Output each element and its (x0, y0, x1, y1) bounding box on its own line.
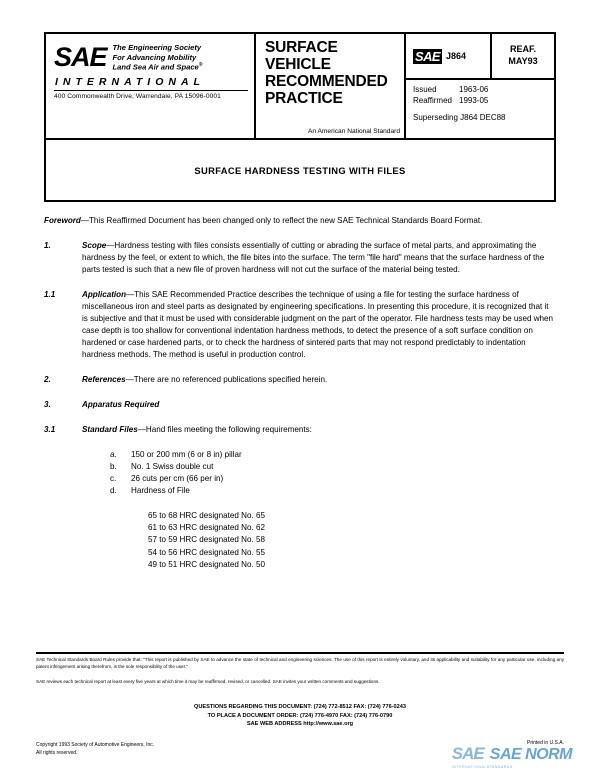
copyright-line-2: All rights reserved. (36, 749, 78, 756)
reaffirmed-row (413, 96, 554, 107)
page-title: SURFACE HARDNESS TESTING WITH FILES (194, 164, 406, 176)
sae-address: 400 Commonwealth Drive, Warrendale, PA 15096-0001 (54, 92, 221, 100)
section-apparatus (44, 399, 556, 411)
section-application-text: —This SAE Recommended Practice describes the technique of using a file for testing the surface hardness of miscellaneous iron and steel parts as designated by engineering specifications. In presenting this procedure, it is recognized that it is subjective and that it must be used with considerable judgment on the part of the operator. File hardness tests may be used when case depth is too shallow for conventional indentation hardness methods, to detect the presence of a soft surface condition on hardened or case hardened parts, or to check the hardness of sintered parts that may not respond predictably to indentation hardness methods. The method is useful in production control. (82, 289, 554, 359)
printed-in-note: Printed in U.S.A. (527, 740, 564, 746)
section-standard-files (44, 424, 556, 436)
section-standard-files-label: Standard Files (82, 424, 138, 434)
section-references-number: 2. (44, 374, 51, 384)
section-apparatus-number: 3. (44, 399, 51, 409)
list-item-text: No. 1 Swiss double cut (131, 461, 214, 471)
copyright-notice (36, 742, 154, 757)
list-item (110, 461, 556, 473)
section-application-number: 1.1 (44, 289, 56, 299)
document-dates-cell (406, 80, 554, 138)
document-body (44, 215, 556, 571)
section-application-body (82, 289, 556, 361)
section-scope (44, 240, 556, 276)
section-application (44, 289, 556, 361)
sae-tagline-line-1: The Engineering Society (112, 43, 202, 52)
list-item-text: 26 cuts per cm (66 per in) (131, 474, 224, 484)
list-item-marker: d. (110, 486, 117, 496)
section-scope-label: Scope (82, 240, 107, 250)
revision-line-1: REAF. (509, 44, 536, 55)
document-header-box (44, 32, 556, 140)
legal-paragraph-2: SAE reviews each technical report at least every five years at which time it may be reaffirmed, revised, or cancelled. SAE invites your written comments and suggestions. (36, 678, 380, 684)
section-references-text: —There are no referenced publications specified herein. (125, 374, 328, 384)
section-scope-number: 1. (44, 240, 51, 250)
sae-logo: SAE (54, 42, 107, 72)
issued-label: Issued (413, 85, 437, 94)
document-number-cell (406, 34, 492, 78)
section-apparatus-body (82, 399, 556, 411)
issued-row (413, 85, 554, 96)
sae-logo-block (46, 34, 254, 138)
list-item-marker: c. (110, 474, 117, 484)
list-item-text: 150 or 200 mm (6 or 8 in) pillar (131, 449, 242, 459)
foreword-paragraph (44, 215, 556, 227)
document-kind-line-4: PRACTICE (265, 89, 343, 107)
registered-mark-icon: ® (198, 62, 203, 69)
copyright-line-1: Copyright 1993 Society of Automotive Engineers, Inc. (36, 742, 155, 748)
section-application-label: Application (82, 289, 127, 299)
watermark-norm-block (487, 746, 572, 769)
section-standard-files-number: 3.1 (44, 424, 56, 434)
contact-orders: TO PLACE A DOCUMENT ORDER: (724) 776-4970 FAX: (724) 776-0790 (207, 712, 393, 719)
sae-badge-icon: SAE (415, 48, 440, 64)
watermark-international-label: INTERNATIONAL (451, 765, 487, 769)
sae-tagline (113, 42, 203, 73)
hardness-designation-list (148, 510, 556, 571)
section-standard-files-body (82, 424, 556, 436)
footer-divider (36, 652, 564, 654)
watermark-norm-label: SAE NORM (489, 745, 572, 763)
section-scope-body (82, 240, 556, 276)
section-references-body (82, 374, 556, 386)
list-item-text: Hardness of File (131, 486, 190, 496)
watermark-sae-block (452, 745, 487, 769)
document-kind-line-2: VEHICLE (265, 55, 331, 73)
section-references (44, 374, 556, 386)
list-item-marker: a. (110, 449, 117, 459)
list-item-marker: b. (110, 461, 117, 471)
hardness-designation-row: 57 to 59 HRC designated No. 58 (148, 535, 265, 545)
reaffirmed-value: 1993-05 (459, 95, 489, 105)
document-kind (265, 40, 404, 108)
document-number: J864 (445, 51, 466, 61)
revision-line-2: MAY93 (508, 56, 538, 66)
sae-international-label: INTERNATIONAL (55, 75, 205, 88)
footer-legal (36, 657, 564, 694)
list-item (110, 449, 556, 461)
document-kind-line-3: RECOMMENDED (265, 72, 388, 90)
requirements-list (110, 449, 556, 498)
section-scope-text: —Hardness testing with files consists essentially of cutting or abrading the surface of metal parts, and approximating the hardness by the feel, or extent to which, the file bites into the surface. The term "file hard" means that the surface hardness of the parts tested is such that a new file of proven hardness will not cut the surface of the material being tested. (82, 240, 545, 274)
footer-contact (36, 703, 564, 729)
superseding-note: Superseding J864 DEC88 (413, 113, 506, 123)
reaffirmed-label: Reaffirmed (413, 95, 452, 105)
section-references-label: References (82, 374, 126, 384)
foreword-label: Foreword (44, 216, 81, 225)
watermark-sae-logo: SAE (451, 744, 484, 763)
logo-divider (54, 90, 248, 91)
list-item (110, 473, 556, 485)
section-standard-files-text: —Hand files meeting the following requirements: (137, 424, 312, 434)
american-national-standard-note: An American National Standard (308, 128, 400, 135)
revision-status-cell (492, 34, 554, 78)
hardness-designation-row: 49 to 51 HRC designated No. 50 (148, 559, 265, 569)
document-kind-block (254, 34, 406, 138)
hardness-designation-row: 54 to 56 HRC designated No. 55 (148, 547, 265, 557)
foreword-text: —This Reaffirmed Document has been changed only to reflect the new SAE Technical Standards Board Format. (80, 216, 483, 225)
document-meta-block (406, 34, 554, 138)
document-number-row (406, 34, 554, 80)
section-apparatus-label: Apparatus Required (82, 399, 160, 409)
list-item (110, 485, 556, 497)
document-title-bar (44, 140, 556, 202)
watermark-sub-label: STANDARDS (486, 764, 513, 769)
contact-web-address[interactable]: SAE WEB ADDRESS http://www.sae.org (246, 721, 354, 728)
hardness-designation-row: 61 to 63 HRC designated No. 62 (148, 523, 265, 533)
legal-paragraph-1: SAE Technical Standards Board Rules provide that: "This report is published by SAE to advance the state of technical and engineering sciences. The use of this report is entirely voluntary, and its applicability and suitability for any particular use, including any patent infringement arising therefrom, is the sole responsibility of the user." (36, 657, 564, 669)
issued-value: 1963-06 (459, 85, 489, 94)
sae-tagline-line-2: For Advancing Mobility (112, 52, 197, 62)
sae-tagline-line-3: Land Sea Air and Space® (112, 62, 203, 72)
hardness-designation-row: 65 to 68 HRC designated No. 65 (148, 510, 265, 520)
sae-norm-watermark (452, 745, 572, 769)
document-kind-line-1: SURFACE (265, 39, 338, 56)
contact-questions: QUESTIONS REGARDING THIS DOCUMENT: (724) 772-8512 FAX: (724) 776-0243 (193, 704, 406, 710)
